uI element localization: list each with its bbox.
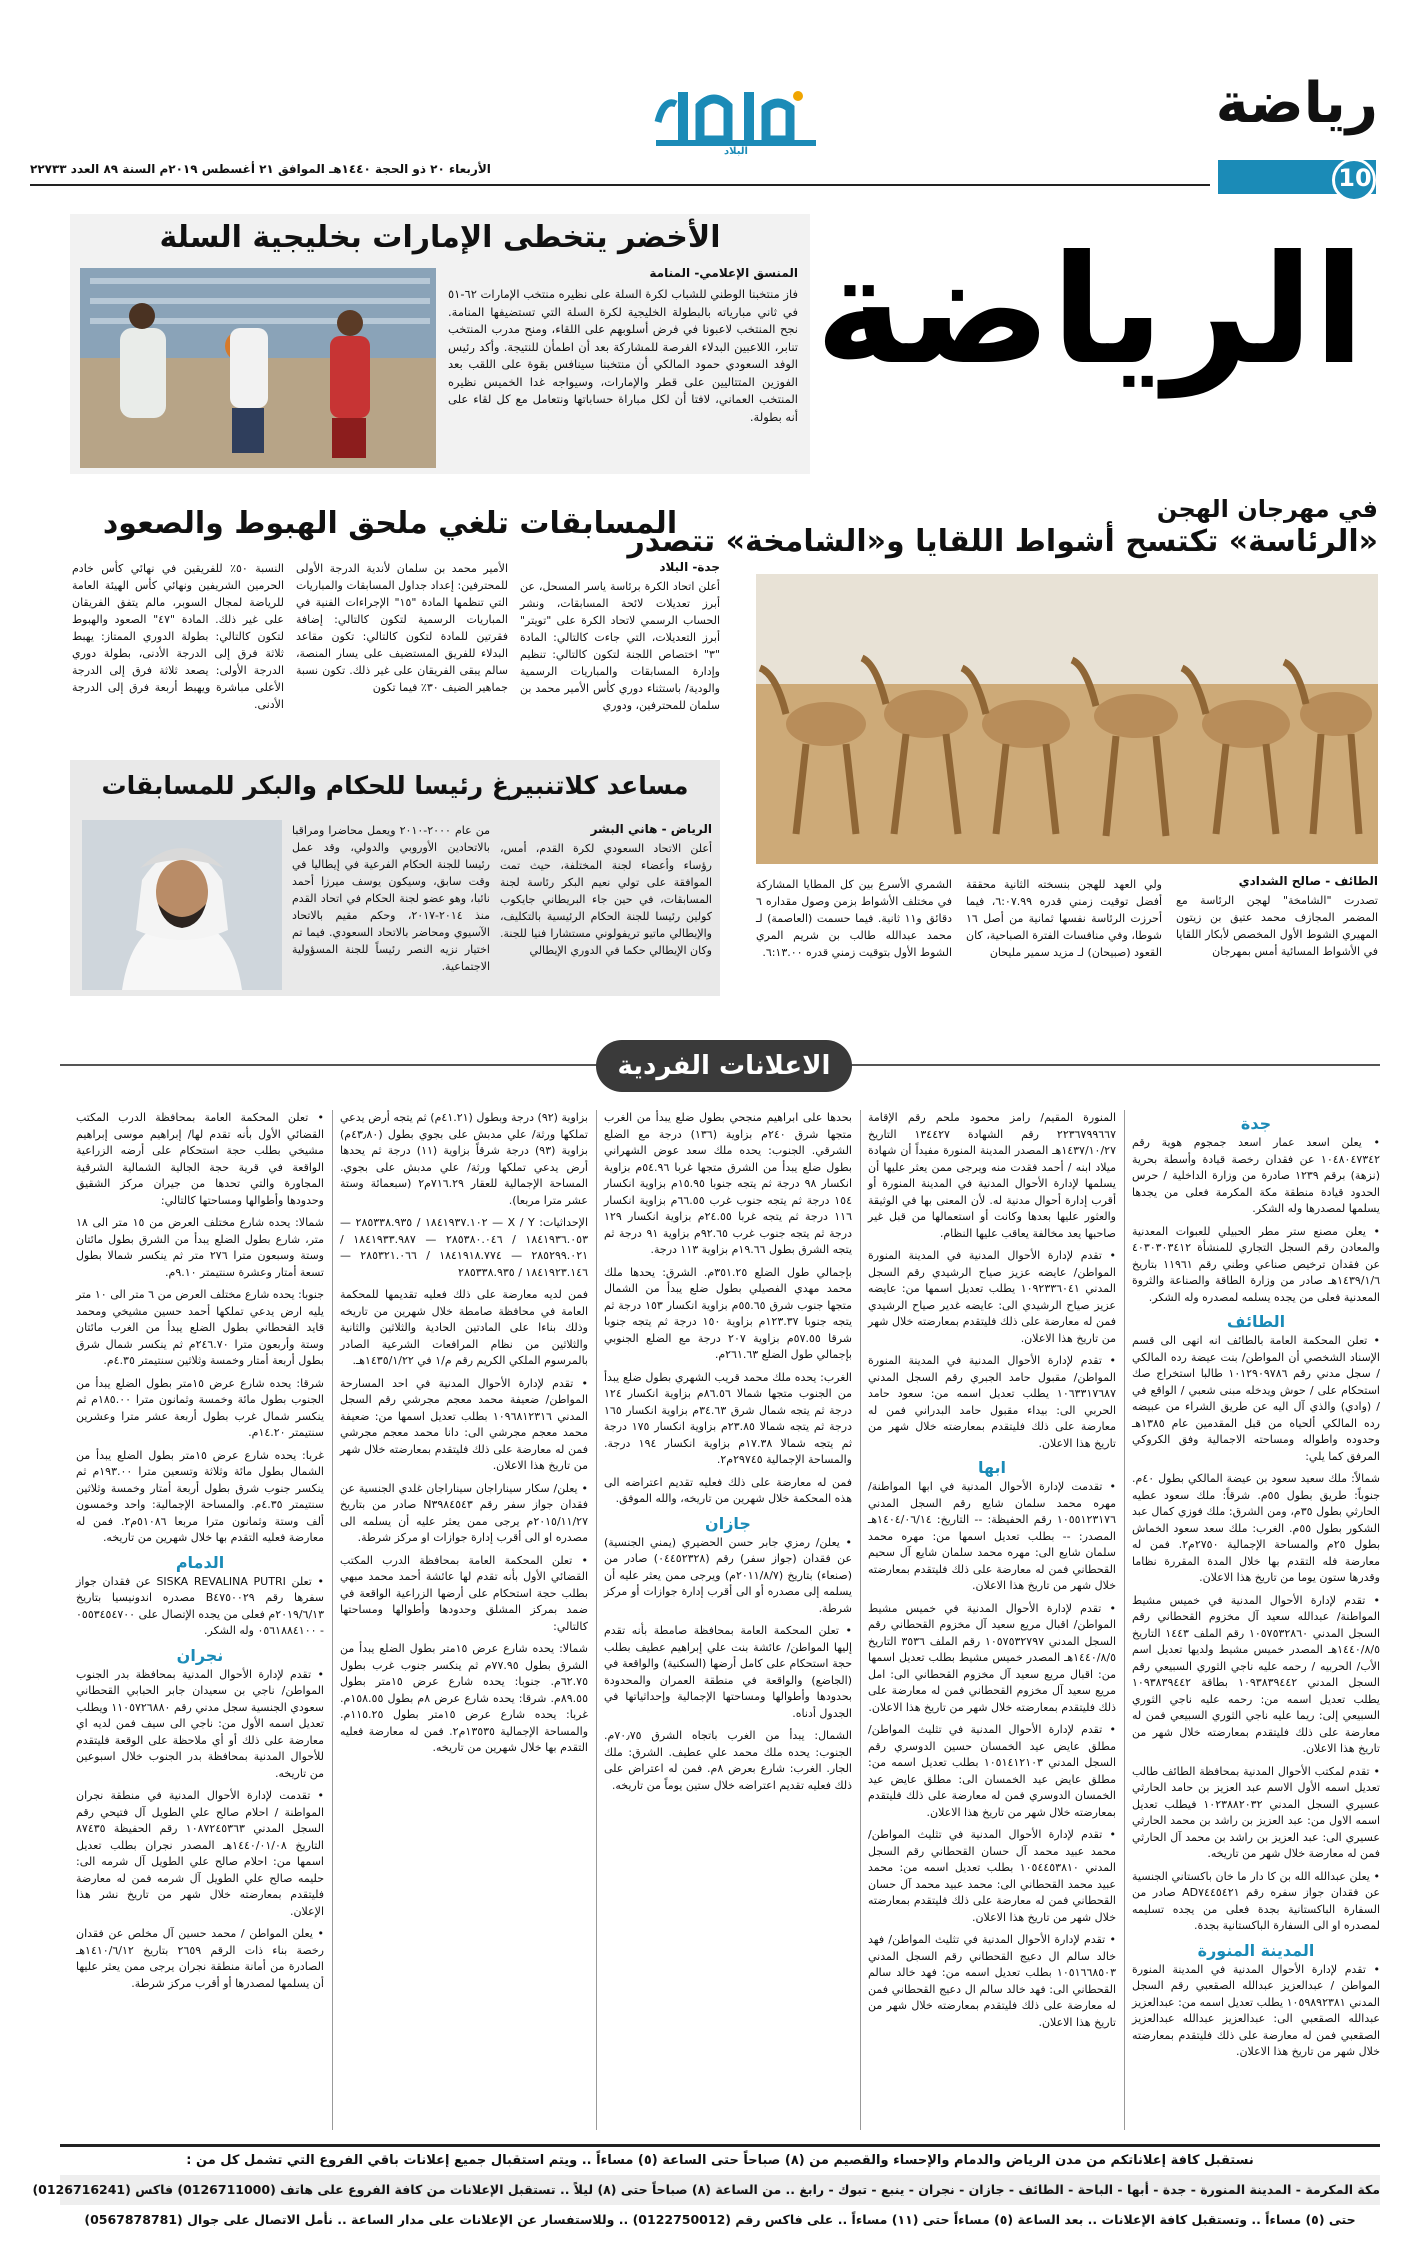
ads-region-heading: جازان [705,1513,751,1533]
ads-column-2 [868,1110,1116,2130]
story3-col3: النسبة ٥٠٪ للفريقين في نهائي كأس خادم الحرمين الشريفين ونهائي كأس الهيئة العامة للرياضة لمجال السوبر، مالم يتفق الفريقان على غير ذلك. المادة "٤٧" الصعود والهبوط لتكون كالتالي: بطولة الدوري الممتاز: يهبط ثلاثة فرق إلى الدرجة الأدنى، بطولة دوري الدرجة الأولى: يصعد ثلاثة فرق إلى الدرجة الأعلى مباشرة ويهبط أربعة فرق إلى الدرجة الأدنى. [72,562,284,711]
classified-ad: • تقدمت لإدارة الأحوال المدنية في ابها المواطنة/ مهره محمد سلمان شايع رقم السجل المدني ١٠٥٥١٢٣١٧٦ رقم الحفيظة: -- التاريخ: ١٤٠٤/٠٦/١٤هـ المصدر: -- بطلب تعديل اسمها من: مهره محمد سلمان شايع الى: مهره محمد سلمان شايع آل سحيم القحطاني فمن له معارضة على ذلك فليتقدم بمعارضته خلال شهر من تاريخ هذا الاعلان. [868,1480,1116,1592]
ads-footer-line-1: نستقبل كافة إعلاناتكم من مدن الرياض والدمام والإحساء والقصيم من (٨) صباحاً حتى الساعة (٥) مساءاً .. ويتم استقبال جميع إعلانات باقي الفروع التي تشمل كل من : [186,2153,1254,2168]
story4-source: الرياض - هاني البشر [590,822,712,836]
classified-ad: شمالاً: ملك سعيد سعود بن عيضة المالكي بطول ٤٠م. جنوباً: طريق بطول ٥٥م. شرقاً: ملك سعود عطيه الحارثي بطول ٣٥م، ومن الشرق: ملك فوزي كمال عبد الشكور بطول ٥٥م. الغرب: ملك سعد سعود الخماش بطول ٢٥م والمساحة الإجمالية ٢٧٥٠م٢. فمن له معارضة فله التقدم بها خلال المدة المقررة نظاما وقدرها ستون يوما من تاريخ هذا الاعلان. [1132,1472,1381,1584]
classified-ad: • يعلن/ رمزي جابر حسن الحضيري (يمني الجنسية) عن فقدان (جواز سفر) رقم (٠٤٤٥٢٣٢٨) صادر من (صنعاء) بتاريخ (٢٠١١/٨/٧م) ويرجى ممن يعثر عليه أن يسلمه إلى مصدره أو الى أقرب إدارة جوازات أو مركز شرطة. [604,1535,853,1615]
ads-column-1 [1132,1110,1380,2130]
ads-region-heading: ابها [977,1458,1007,1477]
ads-region-heading: جدة [1240,1114,1272,1133]
logo-text: البلاد [724,146,748,157]
classified-ad: الشمال: يبدأ من الغرب باتجاه الشرق ٧٠٫٧٥م. الجنوب: يحده ملك محمد علي عطيف. الشرق: ملك الجار. الغرب: شارع بعرض ٨م. فمن له اعتراض على ذلك فعليه تقديم اعتراضه خلال ستين يوماً من تاريخه. [604,1729,852,1792]
classified-ad: فمن لديه معارضة على ذلك فعليه تقديمها للمحكمة العامة في محافظة صامطة خلال شهرين من تاريخه وذلك بناءا على المادتين الحادية والثلاثين والثانية والثلاثين من نظام المرافعات الشرعية الصادر بالمرسوم الملكي الكريم رقم م/١ في ١٤٣٥/١/٢٢هـ. [340,1288,588,1367]
column-rule [1124,1110,1125,2130]
classified-ad: • يعلن المواطن / محمد حسين آل مخلص عن فقدان رخصة بناء ذات الرقم ٢٦٥٩ بتاريخ ١٤١٠/٦/١٢هـ الصادرة من أمانة منطقة نجران يرجى ممن يعثر عليها أن يسلمها لمصدرها أو أقرب مركز شرطة. [76,1927,324,1990]
classified-ad: شمالا: يحده شارع عرض ١٥متر بطول الضلع يبدأ من الشرق بطول ٧٧.٩٥م ثم ينكسر جنوب غرب بطول ٦٢.٧٥م. جنوبا: يحده شارع عرض ١٥متر بطول ٨٩.٥٥م. شرقا: يحده شارع عرض ٨م بطول ١٥٨.٥٥م. غربا: يحده شارع عرض ١٥متر بطول ١١٥.٢٥م. والمساحة الإجمالية ١٣٥٣٥م٢. فمن له معارضة فعليه التقدم بها خلال شهرين من تاريخه. [340,1642,589,1754]
ads-footer-line-2: مكة المكرمة - المدينة المنورة - جدة - أبها - الباحة - الطائف - جازان - نجران - ينبع - تبوك - رابغ .. من الساعة (٨) صباحاً حتى (٨) ليلاً .. تستقبل الإعلانات من كافة الفروع على هاتف (0126711000) فاكس (0126716241) [60,2175,1380,2205]
classified-ad: • يعلن مصنع ستر مطر الحبيلي للعبوات المعدنية والمعادن رقم السجل التجاري للمنشأة ٤٠٣٠٣٠٣٤١٢ عن فقدان ترخيص صناعي وطني رقم ١١٩٦١ بتاريخ ١٤٣٩/١/٦هـ صادر من وزارة الطاقة والصناعة والثروة المعدنية فعلى من يجده يسلمه لمصدره وله الشكر. [1132,1224,1381,1304]
page-number: 10 [1338,164,1372,192]
story1-headline: الأخضر يتخطى الإمارات بخليجية السلة [159,220,721,255]
story1-body: فاز منتخبنا الوطني للشباب لكرة السلة على نظيره منتخب الإمارات ٦٢-٥١ في ثاني مبارياته بالبطولة الخليجية لكرة السلة التي تستضيفها المنامة. نجح المنتخب لاعبونا في فرض أسلوبهم على اللقاء، ومنح مدرب المنتخب تنابر، اللاعبين البدلاء الفرصة للمشاركة بعد أن اطمأن للنتيجة. وأكد رئيس الوفد السعودي حمود المالكي أن منتخبنا سينافس بقوة على اللقب بعد الفوزين المتتاليين على قطر والإمارات، وسيواجه غدا الخميس نظيره المنتخب العماني، لافتا أن لكل مباراة حساباتها ونتعامل مع كل لقاء على أنه بطولة. [448,287,798,424]
story1-source: المنسق الإعلامي- المنامة [649,266,798,280]
ads-region-heading: المدينة المنورة [1197,1940,1315,1960]
classified-ad: شمالا: يحده شارع مختلف العرض من ١٥ متر الى ١٨ متر، شارع بطول الضلع يبدأ من الشرق بطول مائتان وستة وسبعون مترا ٢٧٦ متر ثم ينكسر شمالا بطول تسعة أمتار وعشرة سنتيمتر ٩.١٠م. [76,1216,324,1279]
ads-column-4 [340,1110,588,2130]
story3-source: جدة- البلاد [659,560,720,574]
page-number-badge [1218,160,1376,194]
story4-col1: أعلن الاتحاد السعودي لكرة القدم، أمس، رؤساء وأعضاء لجنة المختلفة، حيث تمت الموافقة على تولي نعيم البكر رئاسة لجنة المسابقات، في حين جاء البريطاني جايكوب كولين رئيسا للجنة الحكام الرئيسية بالتكليف، والإيطالي ماتيو تريفولوني مستشارا فنيا للجنة. وكان الإيطالي حكما في الدوري الإيطالي [500,842,712,957]
classified-ad: • تقدم لإدارة الأحوال المدنية في خميس مشيط المواطنة/ عبدالله سعيد آل مخزوم القحطاني رقم السجل المدني ١٠٥٧٥٣٢٨٦٠ رقم الملف ١٤٤٣ التاريخ ١٤٤٠/٨/٥هـ المصدر خميس مشيط ولديها تعديل اسم الأب/ الحربيه / رحمه عليه ناجي الثوري السبيعي رقم السجل المدني ١٠٩٣٨٣٩٤٤٢ بطاقة ١٠٩٣٨٣٩٤٤٢ يطلب تعديل اسمه من: رحمه عليه ناجي الثوري السبيعي إلى: ريما عليه ناجي الثوري السبيعي فمن له معارضة على ذلك فليتقدم بمعارضته خلال شهر من تاريخ هذا الاعلان. [1132,1593,1380,1755]
ads-region-heading: نجران [176,1645,224,1665]
classified-ad: • تقدم لمكتب الأحوال المدنية بمحافظة الطائف طالب تعديل اسمه الأول الاسم عبد العزيز بن حامد الحارثي عسيري السجل المدني ١٠٢٣٨٨٢٠٣٢ فيطلب تعديل اسمه الاول من: عبد العزيز بن راشد بن محمد الحارثي عسيري الى: عبد العزيز بن راشد بن محمد آل الحارثي فمن له معارضة خلال شهر من تاريخه. [1132,1764,1380,1860]
classified-ad: • تقدم لإدارة الأحوال المدنية في المدينة المنورة المواطن/ مقبول حامد الجبري رقم السجل المدني ١٠٦٣٣١٧٦٨٧ يطلب تعديل اسمه من: سعود حامد الحربي الى: بيداء مقبول حامد البدراني فمن له معارضة على ذلك فليتقدم بمعارضته خلال شهر من تاريخ هذا الاعلان. [868,1354,1116,1450]
classified-ad: • يعلن اسعد عمار اسعد جمجوم هوية رقم ١٠٤٨٠٤٧٣٤٢ عن فقدان رخصة قيادة وأسطة بحرية (نزهة) برقم ١٢٣٩ صادرة من وزارة الداخلية / حرس الحدود قيادة منطقة مكة المكرمة فعلى من يجدها يسلمها لمصدرها وله الشكر. [1132,1136,1380,1215]
classified-ad: الإحداثيات: X / Y — ١٨٤١٩٣٧.١٠٢ / ٢٨٥٣٣٨.٩٣٥ — ١٨٤١٩٣٦.٠٥٣ / ٢٨٥٣٨٠.٠٤٦ — ١٨٤١٩٣٣.٩٨٧ / ٢٨٥٢٩٩.٠٢١ — ١٨٤١٩١٨.٧٧٤ / ٢٨٥٣٢١.٠٦٦ — ١٨٤١٩٢٣.١٤٦ / ٢٨٥٣٣٨.٩٣٥ [340,1216,589,1279]
classified-ad: • تعلن المحكمة العامة بمحافظة صامطة بأنه تقدم إليها المواطن/ عائشة بنت علي إبراهيم عطيف بطلب حجة استحكام على كامل أرضها (السكنية) والواقعة في (الجاضع) والواقعة في منطقة العمران والمحدودة بحدودها وأطوالها ومساحتها الإجمالية وإحداثياتها في الجدول أدناه. [604,1624,852,1720]
classified-ad: • تعلن SISKA REVALINA PUTRI عن فقدان جواز سفرها رقم B٤٧٥٠٠٢٩ مصدره اندونيسيا بتاريخ ٢٠١٩/٦/١٣م فعلى من يجده الإتصال على ٠٥٥٣٤٥٤٧٠٠ - ٠٥٦١٨٨٤١٠٠ وله الشكر. [76,1574,325,1637]
classified-ad: فمن له معارضة على ذلك فعليه تقديم اعتراضه الى هذه المحكمة خلال شهرين من تاريخه، والله الموفق. [604,1475,852,1505]
ads-column-3 [604,1110,852,2130]
referee-portrait-photo [82,820,282,990]
classified-ad: • يعلن/ سكار سيناراجان سيناراجان غلدي الجنسية عن فقدان جواز سفر رقم N٣٩٨٤٥٤٣ صادر من بتاريخ ٢٠١٥/١١/٢٧م يرجى ممن يعثر عليه أن يسلمه الى مصدره او الى أقرب إدارة جوازات او مركز شرطة. [340,1481,588,1544]
basketball-photo [80,268,436,468]
classified-ad: • يعلن عبدالله الله بن كا دار ما خان باكستاني الجنسية عن فقدان جواز سفره رقم AD٧٤٤٥٤٢١ صادر من السفارة الباكستانية بجدة فعلى من يجده تسليمه لمصدره او الى السفارة الباكستانية بجدة. [1132,1869,1380,1932]
ads-column-5 [76,1110,324,2130]
ads-region-heading: الطائف [1226,1312,1286,1331]
story2-col3: الشمري الأسرع بين كل المطايا المشاركة في مختلف الأشواط بزمن وصول مقداره ٦ دقائق و١١ ثانية. فيما حسمت (العاصمة) لـ محمد عبدالله طالب بن شريم المري الشوط الأول بتوقيت زمني قدره ٦:١٣.٠٠. [756,878,952,959]
classified-ad: • تقدم لإدارة الأحوال المدنية في المدينة المنورة المواطن/ عايضه عزيز صياح الرشيدي رقم السجل المدني ١٠٩٢٣٣٦٠٤١ يطلب تعديل اسمها من: عايضه عزيز صياح الرشيدي الى: عايضه غدير صياح الرشيدي فمن له معارضة على ذلك فليتقدم بمعارضته خلال شهر من تاريخ هذا الاعلان. [868,1249,1116,1345]
classified-ad: بحدها على ابراهيم منجحي بطول ضلع يبدأ من الغرب متجها شرق ٢٤٠م بزاوية (١٣٦) درجة مع الضلع الشرقي. الجنوب: يحده ملك سعد عوض الشهراني بطول ضلع يبدأ من الشرق متجها غربا ٥٤.٩٦م بزاوية انكسار ٩٨ درجة ثم يتجه جنوبا ١٥.٩٥م بزاوية انكسار ١٥٤ درجة ثم يتجه جنوب غرب ٦٦.٥٥م بزاوية انكسار ١١٦ درجة ثم يتجه غربا ٢٤.٥٥م بزاوية انكسار ١٢٩ درجة ثم يتجه جنوب غرب ٩٢.٦٥م بزاوية ٩١ درجة ثم يتجه الشرق بطول ١٩.٦٦م بزاوية ١١٣ درجة. [604,1111,852,1256]
story2-kicker: في مهرجان الهجن [1156,495,1378,523]
classified-ad: • تقدم لإدارة الأحوال المدنية في خميس مشيط المواطن/ اقبال مريع سعيد آل مخزوم القحطاني رقم السجل المدني ١٠٥٧٥٣٢٧٩٧ رقم الملف ٣٥٣٦ التاريخ ١٤٤٠/٨/٥هـ المصدر خميس مشيط بطلب تعديل اسمها من: اقبال مريع سعيد آل مخزوم القحطاني الى: امل مريع سعيد آل مخزوم القحطاني فمن له معارضة على ذلك فليتقدم بمعارضته خلال شهر من تاريخ هذا الاعلان. [868,1601,1116,1714]
story3-headline: المسابقات تلغي ملحق الهبوط والصعود [102,506,678,541]
newspaper-logo [648,82,824,162]
column-rule [596,1110,597,2130]
column-rule [860,1110,861,2130]
classified-ad: بزاوية (٩٢) درجة وبطول (٤١.٢١م) ثم يتجه أرض يدعي تملكها ورثة/ علي مدبش على بجوي بطول (٤٣٫٨٠م) بزاوية (٩٣) درجة شرقاً بزاوية (١١) درجة ثم يحدها أرض يدعي تملكها ورثة/ علي مدبش على بجوي. المساحة الإجمالية للعقار ٧١٦.٢٩م٢ (سبعمائة وستة عشر مترا مربعا). [340,1111,588,1207]
classified-ad: • تعلن المحكمة العامة بمحافظة الدرب المكتب القضائي الأول بأنه تقدم لها عائشة أحمد محمد مبهي بطلب حجة استحكام على أرضها الزراعية الواقعة في ضمد بمركز المشلق وحدودها وأطوالها ومساحتها كالتالي: [340,1553,588,1633]
ads-banner [596,1040,852,1092]
story2-col1: تصدرت "الشامخة" لهجن الرئاسة مع المضمر المجازف محمد عتيق بن زيتون المهيري الشوط الأول المخصص لأبكار اللقايا في الأشواط المسائية أمس بمهرجان [1176,894,1378,958]
header-rule [30,184,1210,186]
classified-ad: • تقدم لإدارة الأحوال المدنية في احد المسارحة المواطن/ ضعيفة محمد معجم مجرشي رقم السجل المدني ١٠٩٦٨١٢٣١٦ بطلب تعديل اسمها من: ضعيفة محمد معجم مجرشي الى: دانا محمد معجم مجرشي فمن له معارضة على ذلك فليتقدم بمعارضته خلال شهر من تاريخ هذا الاعلان. [340,1376,588,1472]
story3-col2: الأمير محمد بن سلمان لأندية الدرجة الأولى للمحترفين: إعداد جداول المسابقات والمباريات التي تنظمها المادة "١٥" الإجراءات الفنية في المباريات الرسمية لتكون كالتالي: إضافة فقرتين للمادة لتكون كالتالي: تكون مقاعد البدلاء للفريق المستضيف على يسار المنصة، سالم يبقى الفريقان على غير ذلك. تكون نسبة جماهير الضيف ٣٠٪ فيما تكون [296,562,508,694]
masthead: الرياضة [815,224,1365,398]
story3-col1: أعلن اتحاد الكرة برئاسة ياسر المسحل، عن أبرز تعديلات لائحة المسابقات، ونشر الحساب الرسمي لاتحاد الكرة على "تويتر" أبرز التعديلات، التي جاءت كالتالي: المادة "٣" اختصاص اللجنة لتكون كالتالي: تنظيم وإدارة المسابقات والمباريات الرسمية والودية/ باستثناء دوري كأس الأمير محمد بن سلمان للمحترفين، ودوري [520,580,720,712]
camel-race-photo [756,574,1378,864]
story2-source: الطائف - صالح الشدادي [1238,874,1378,888]
classified-ad: شرقا: يحده شارع عرض ١٥متر بطول الضلع يبدأ من الجنوب بطول مائة وخمسة وثمانون مترا ١٨٥.٠٠م ثم ينكسر شمال غرب بطول أربعة عشر مترا وعشرين سنتيمتر ١٤.٢٠م. [76,1376,324,1439]
classified-ad: بإجمالي طول الضلع ٣٥١.٢٥م. الشرق: يحدها ملك محمد مهدي الفصيلي بطول ضلع يبدأ من الشمال متجها جنوب شرق ٥٥.٦٥م بزاوية انكسار ١٥٣ درجة ثم يتجه جنوبا ١٢٣.٣٧م بزاوية ١٥٠ درجة ثم يتجه جنوبا شرقا ٥٧.٥٥م بزاوية ٢٠٧ درجة مع الضلع الجنوبي بإجمالي طول الضلع ٢٦١.٦٣م. [604,1265,853,1361]
ads-banner-title: الاعلانات الفردية [617,1051,831,1081]
section-title: رياضة [1215,71,1378,136]
classified-ad: • تقدم لإدارة الأحوال المدنية في تثليث المواطن/ محمد عبيد محمد آل حسان القحطاني رقم السجل المدني ١٠٥٤٤٥٣٨١٠ بطلب تعديل اسمه من: محمد عبيد محمد القحطاني الى: محمد عبيد محمد آل حسان القحطاني فمن له معارضة على ذلك فليتقدم بمعارضته خلال شهر من تاريخ هذا الاعلان. [868,1828,1116,1924]
classified-ad: • تقدم لإدارة الأحوال المدنية في تثليث المواطن/ مطلق عايض عيد الخمسان حسين الدوسري رقم السجل المدني ١٠٥١٤١٢١٠٣ بطلب تعديل اسمه من: مطلق عايض عيد الخمسان الى: مطلق عايض عيد الخمسان الدوسري فمن له معارضة على ذلك فليتقدم بمعارضته خلال شهر من تاريخ هذا الاعلان. [868,1723,1116,1819]
story2-col2: ولي العهد للهجن بنسخته الثانية محققة أفضل توقيت زمني قدره ٦:٠٧.٩٩، فيما أحرزت الرئاسة نفسها ثمانية من أصل ١٦ شوطا، وفي منافسات الفترة الصباحية، كان القعود (صبيحان) لـ مزيد سمير مليحان [966,878,1163,959]
classified-ad: غربا: يحده شارع عرض ١٥متر بطول الضلع يبدأ من الشمال بطول مائة وثلاثة وتسعين مترا ١٩٣.٠٠م ثم ينكسر جنوب شرق بطول أربعة أمتار وخمسة وثلاثين سنتيمتر ٤.٣٥م. والمساحة الإجمالية: واحد وخمسون ألف وستة وثمانون مترا مربعا ٥١٠٨٦م٢. فمن له معارضة فعليه التقدم بها خلال شهرين من تاريخه. [76,1448,324,1544]
story4-col2: من عام ٢٠٠٠-٢٠١٠ ويعمل محاضرا ومراقبا بالاتحادين الأوروبي والدولي، وقد عمل رئيسا للجنة الحكام الفرعية في إيطاليا في وقت سابق، وسيكون يوسف ميرزا أحمد نائبا، وهو عضو لجنة الحكام في اتحاد القدم منذ ٢٠١٤-٢٠١٧، وحكم مقيم بالاتحاد الآسيوي ومحاضر بالاتحاد السعودي. فيما تم اختيار نزيه النصر رئيساً للجنة المسؤولية الاجتماعية. [292,824,490,973]
classified-ad: • تقدم لإدارة الأحوال المدنية بمحافظة بدر الجنوب المواطن/ ناجي بن سعيدان جابر الحبابي القحطاني سعودي الجنسية سجل مدني رقم ١١٠٥٧٢٦٨٨٠ ويطلب تعديل اسمه الأول من: ناجي الى سيف فمن لديه اي معارضة على ذلك أو أي ملاحظة على الوقعة فليتقدم للأحوال المدنية بمحافظة بدر الجنوب خلال اسبوعين من تاريخه. [76,1667,324,1780]
column-rule [332,1110,333,2130]
classified-ad: • تقدم لإدارة الأحوال المدنية في المدينة المنورة المواطن / عبدالعزيز عبدالله الصقعبي رقم السجل المدني ١٠٥٩٨٩٢٣٨١ يطلب تعديل اسمه من: عبدالعزيز عبدالله الصقعبي الى: عبدالعزيز عبدالله عبدالعزيز الصقعبي فمن له معارضة على ذلك فليتقدم بمعارضته خلال شهر من تاريخ هذا الاعلان. [1132,1962,1380,2058]
classified-ad: • تقدمت لإدارة الأحوال المدنية في منطقة نجران المواطنة / احلام صالح علي الطويل آل فتيحي رقم السجل المدني ١٠٨٧٢٤٥٣٦٣ رقم الحفيظة ٨٧٤٣٥ التاريخ ١٤٤٠/٠١/٠٨هـ المصدر نجران بطلب تعديل اسمها من: احلام صالح علي الطويل آل شرمه الى: حليمه صالح علي الطويل آل شرمه فمن له معارضة فليتقدم بمعارضته خلال شهر من تاريخ نشر هذا الإعلان. [76,1789,325,1918]
story4-headline: مساعد كلاتنبيرغ رئيسا للحكام والبكر للمسابقات [101,771,689,800]
classified-ad: • تعلن المحكمة العامة بمحافظة الدرب المكتب القضائي الأول بأنه تقدم لها/ إبراهيم موسى إبراهيم مشيخي بطلب حجة استحكام على أرضه الزراعية الواقعة في قرية حجة الجالية الشمالية الشرقية المجاورة والتي تحدها من جيران مركز الشقيق وحدودها وأطوالها ومساحتها كالتالي: [76,1111,324,1207]
ads-footer-line-3: حتى (٥) مساءاً .. وتستقبل كافة الإعلانات .. بعد الساعة (٥) مساءاً حتى (١١) مساءاً .. على فاكس رقم (0122750012) .. وللاستفسار عن الإعلانات على مدار الساعة .. نأمل الاتصال على جوال (0567878781) [84,2212,1356,2227]
classified-ad: الغرب: يحده ملك محمد قريب الشهري بطول ضلع يبدأ من الجنوب متجها شمالا ٨٦.٥٦م بزاوية انكسار ١٢٤ درجة ثم يتجه شمال شرق ٣٤.٦٣م بزاوية انكسار ١٦٥ درجة ثم يتجه شمالا ٢٣.٨٥م بزاوية انكسار ١٧٥ درجة ثم يتجه شمالا ١٧.٣٨م بزاوية انكسار ١٩٤ درجة. والمساحة الإجمالية ٢٩٧٤٥م٢. [604,1370,853,1466]
classified-ad: المنورة المقيم/ رامز محمود ملحم رقم الإقامة ٢٢٣٦٧٩٩٦٦٧ رقم الشهادة ١٣٤٤٢٧ التاريخ ١٤٣٧/١٠/٢٧هـ المصدر المدينة المنورة مفيداً أن شهادة ميلاد ابنه / أحمد فقدت منه ويرجى ممن يعثر عليها أن يسلمها لإدارة الأحوال المدنية في المدينة المنورة أو أقرب إدارة أحوال مدنية له. لأن المعنى بها في الوثيقة والعثور عليها بعدها وكانت أو استعمالها من قبل غير صاحبها يعد مخالفة يعاقب عليها النظام. [868,1111,1116,1240]
classified-ad: • تعلن المحكمة العامة بالطائف انه انهى الى قسم الإسناد الشخصي أن المواطن/ بنت عيضة رده المالكي / سجل مدني رقم ١٠١٢٩٠٩٧٨٦ طالبا استخراج صك استحكام على / حوش ويدخله مبنى شعبي / الواقع في / (وادي) والذي آل اليه عن طريق الشراء من عبيضه رده المالكي ألحياه من قبل المقدمين عام ١٣٨٥هـ وحدوده واطواله ومساحته الاجمالية وفق الكروكي المرفق كما يلي: [1132,1334,1380,1463]
dateline: الأربعاء ٢٠ ذو الحجة ١٤٤٠هـ الموافق ٢١ أغسطس ٢٠١٩م السنة ٨٩ العدد ٢٢٧٣٣ [30,162,491,176]
classified-ad: • تقدم لإدارة الأحوال المدنية في تثليث المواطن/ فهد خالد سالم ال دعيج القحطاني رقم السجل المدني ١٠٥١٦٦٨٥٠٣ بطلب تعديل اسمه من: فهد خالد سالم القحطاني الى: فهد خالد سالم ال دعيج القحطاني فمن له معارضة على ذلك فليتقدم بمعارضته خلال شهر من تاريخ هذا الاعلان. [868,1933,1116,2029]
ads-footer [32,2144,1380,2239]
ads-region-heading: الدمام [175,1552,225,1572]
classified-ad: جنوبا: يحده شارع مختلف العرض من ٦ متر الى ١٠ متر يليه ارض يدعي تملكها أحمد حسين مشيخي ومحمد قايد القحطاني بطول الضلع يبدأ من الغرب مائتان وستة وأربعون مترا ٢٤٦.٧٠م ثم ينكسر شمال شرق بطول أربعة أمتار وخمسة وثلاثين سنتيمتر ٤.٣٥م. [76,1288,325,1367]
story2-headline: «الرئاسة» تكتسح أشواط اللقايا و«الشامخة» تتصدر [627,524,1378,559]
